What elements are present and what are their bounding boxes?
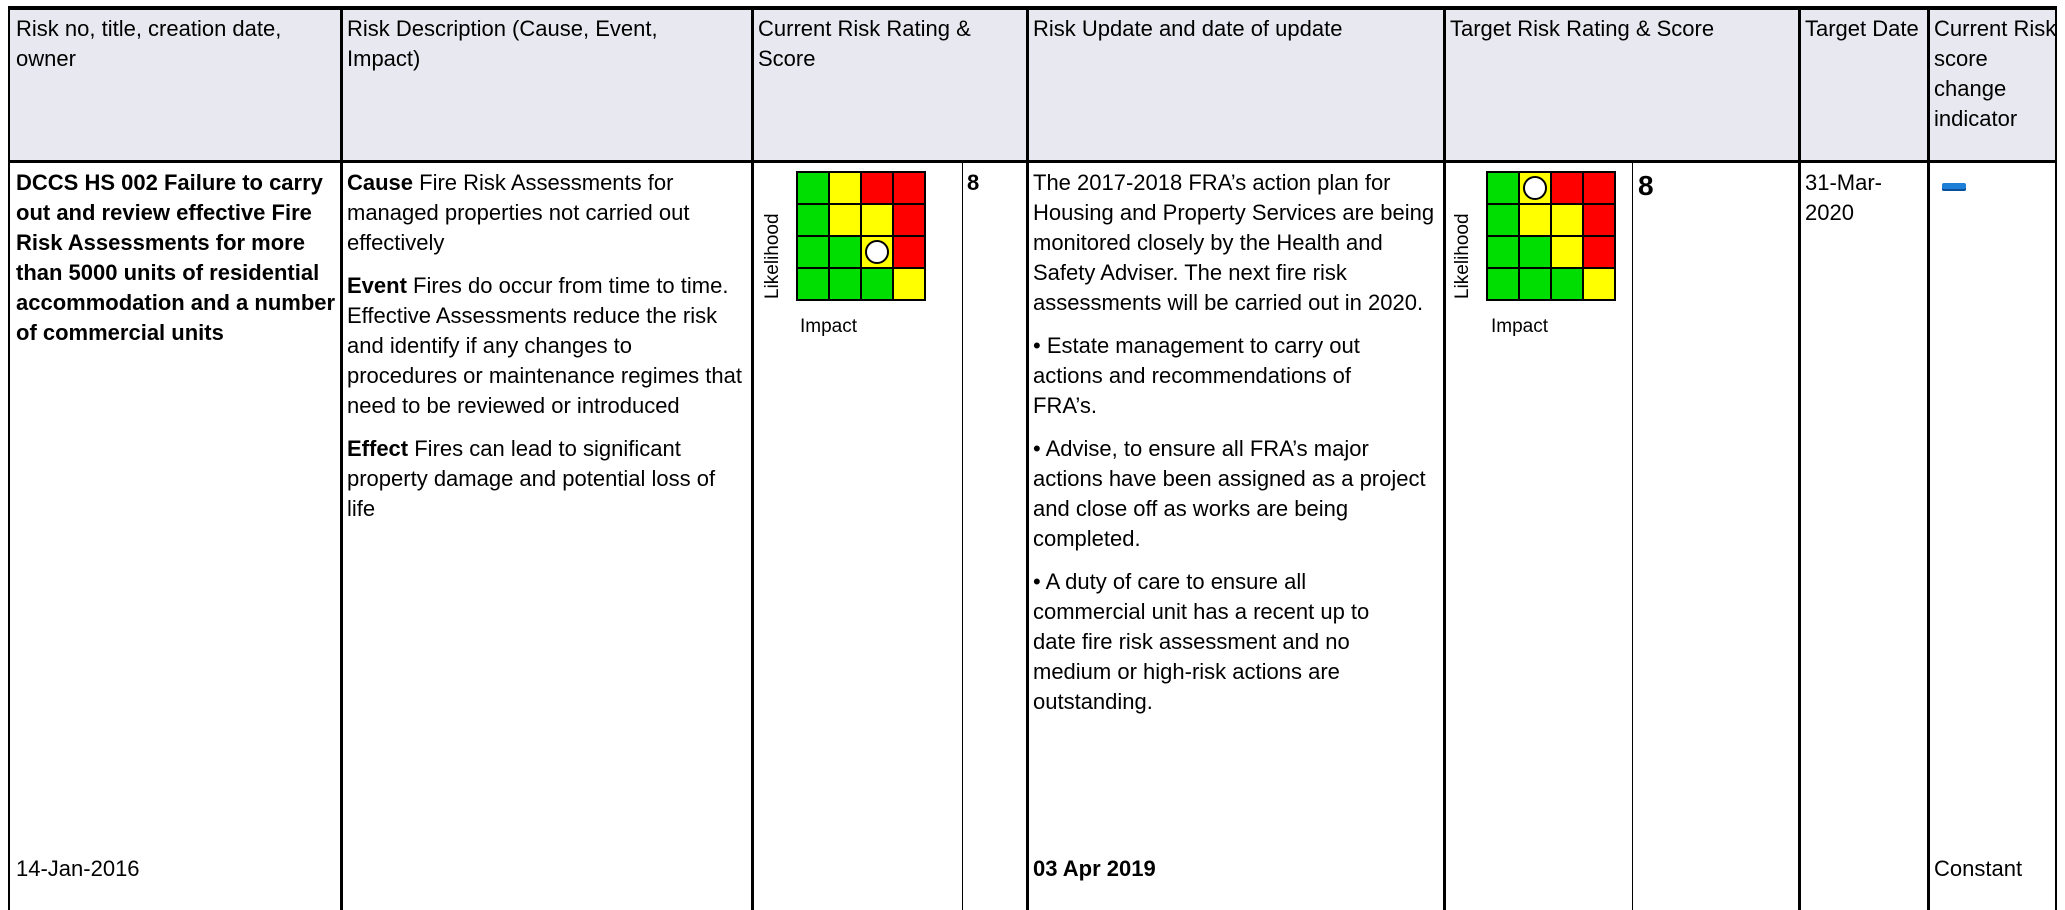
event-label: Event (347, 273, 407, 298)
header-update: Risk Update and date of update (1033, 16, 1343, 41)
matrix-cell (1487, 268, 1519, 300)
current-impact-label: Impact (800, 316, 858, 337)
change-indicator-icon (1942, 183, 1966, 191)
target-likelihood-label: Likelihood (1452, 213, 1473, 299)
matrix-cell (893, 268, 925, 300)
matrix-cell (893, 172, 925, 204)
matrix-cell (797, 204, 829, 236)
update-paragraph: The 2017-2018 FRA’s action plan for Housing and Property Services are being monitored closely by the Health and Safety Adviser. The next fire risk assessments will be carried out in 2020. (1033, 170, 1435, 315)
header-bottom-border (8, 160, 2057, 163)
event-text: Fires do occur from time to time. Effective Assessments reduce the risk and identify if any changes to procedures or maintenance regimes that need to be reviewed or introduced (347, 273, 742, 418)
cause-label: Cause (347, 170, 414, 195)
risk-update (1033, 168, 1441, 730)
col-divider-1 (340, 6, 343, 910)
update-bullet-1: • Estate management to carry out actions and recommendations of FRA’s. (1033, 333, 1360, 418)
col-divider-5 (1798, 6, 1801, 910)
col-divider-6 (1927, 6, 1930, 910)
target-impact-label: Impact (1491, 316, 1549, 337)
subcol-divider-current (962, 162, 963, 910)
risk-position-marker (1523, 176, 1547, 200)
risk-description (347, 168, 747, 537)
matrix-cell (1519, 268, 1551, 300)
risk-creation-date: 14-Jan-2016 (16, 856, 140, 881)
target-date-value: 31-Mar-2020 (1805, 170, 1883, 225)
matrix-cell (1551, 204, 1583, 236)
matrix-cell (1583, 204, 1615, 236)
matrix-cell (1551, 172, 1583, 204)
matrix-cell (893, 236, 925, 268)
header-target-rating: Target Risk Rating & Score (1450, 16, 1715, 41)
matrix-cell (1519, 172, 1551, 204)
update-date: 03 Apr 2019 (1033, 856, 1156, 881)
cause-paragraph (347, 168, 747, 258)
matrix-cell (861, 236, 893, 268)
matrix-cell (1583, 268, 1615, 300)
risk-title: DCCS HS 002 Failure to carry out and review effective Fire Risk Assessments for more than 5000 units of residential accommodation and a number of commercial units (16, 170, 336, 345)
effect-label: Effect (347, 436, 409, 461)
matrix-cell (829, 172, 861, 204)
event-paragraph (347, 271, 747, 421)
target-risk-matrix (1486, 171, 1616, 301)
matrix-cell (1583, 172, 1615, 204)
matrix-cell (861, 268, 893, 300)
target-risk-score: 8 (1638, 170, 1654, 201)
update-bullet-3: • A duty of care to ensure all commercial unit has a recent up to date fire risk assessment and no medium or high-risk actions are outstanding. (1033, 569, 1370, 714)
effect-paragraph (347, 434, 747, 524)
header-target-date: Target Date (1805, 16, 1919, 41)
header-current-rating: Current Risk Rating & Score (758, 16, 971, 71)
header-description: Risk Description (Cause, Event, Impact) (347, 16, 658, 71)
matrix-cell (797, 268, 829, 300)
cause-text: Fire Risk Assessments for managed properties not carried out effectively (347, 170, 690, 255)
change-indicator-text: Constant (1934, 856, 2023, 881)
matrix-cell (1551, 268, 1583, 300)
subcol-divider-target (1632, 162, 1633, 910)
matrix-cell (1487, 236, 1519, 268)
matrix-cell (893, 204, 925, 236)
matrix-cell (861, 204, 893, 236)
matrix-cell (1519, 236, 1551, 268)
matrix-cell (1519, 204, 1551, 236)
matrix-cell (1487, 204, 1519, 236)
matrix-cell (829, 236, 861, 268)
matrix-cell (829, 268, 861, 300)
col-divider-4 (1443, 6, 1446, 910)
header-top-border (8, 6, 2057, 9)
col-divider-2 (751, 6, 754, 910)
matrix-cell (797, 172, 829, 204)
matrix-cell (1551, 236, 1583, 268)
current-risk-matrix (796, 171, 926, 301)
risk-position-marker (865, 240, 889, 264)
header-risk-no: Risk no, title, creation date, owner (16, 16, 282, 71)
effect-text: Fires can lead to significant property damage and potential loss of life (347, 436, 716, 521)
matrix-cell (797, 236, 829, 268)
matrix-cell (1583, 236, 1615, 268)
header-change-indicator: Current Risk score change indicator (1934, 16, 2057, 131)
current-risk-score: 8 (967, 170, 980, 195)
matrix-cell (861, 172, 893, 204)
col-divider-3 (1026, 6, 1029, 910)
matrix-cell (1487, 172, 1519, 204)
matrix-cell (829, 204, 861, 236)
update-bullet-2: • Advise, to ensure all FRA’s major actions have been assigned as a project and close off as works are being completed. (1033, 436, 1426, 551)
current-likelihood-label: Likelihood (762, 213, 783, 299)
